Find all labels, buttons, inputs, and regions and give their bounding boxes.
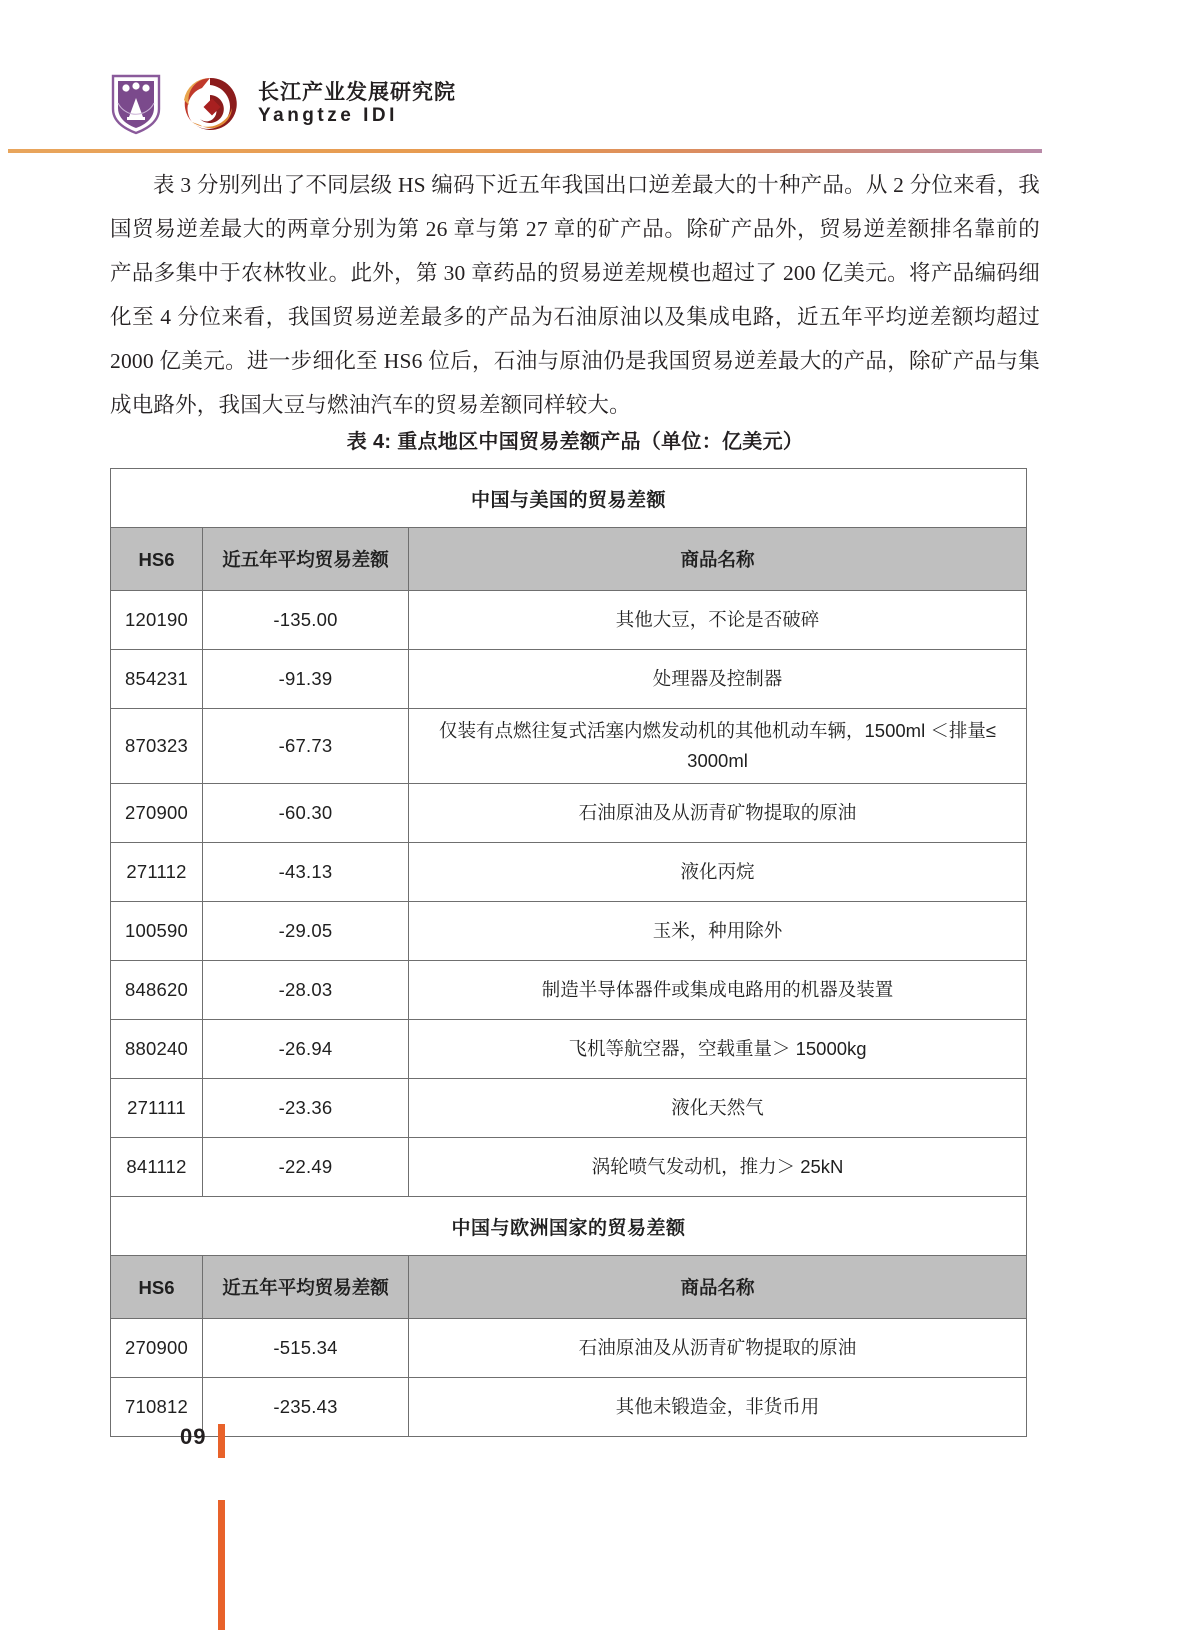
cell-avg: -43.13	[203, 843, 409, 902]
table-row	[111, 1378, 1027, 1437]
column-header-row	[111, 1256, 1027, 1319]
col-header-avg: 近五年平均贸易差额	[203, 1256, 409, 1319]
page-header	[110, 68, 456, 140]
cell-avg: -67.73	[203, 709, 409, 784]
cell-name: 玉米，种用除外	[409, 902, 1027, 961]
table-row	[111, 784, 1027, 843]
footer-accent-bar-lower	[218, 1500, 225, 1630]
column-header-row	[111, 528, 1027, 591]
cell-avg: -91.39	[203, 650, 409, 709]
institute-name-cn: 长江产业发展研究院	[258, 81, 456, 104]
col-header-name: 商品名称	[409, 1256, 1027, 1319]
cell-name: 液化丙烷	[409, 843, 1027, 902]
cell-name: 制造半导体器件或集成电路用的机器及装置	[409, 961, 1027, 1020]
cell-name: 其他未锻造金，非货币用	[409, 1378, 1027, 1437]
table-row	[111, 1079, 1027, 1138]
cell-hs6: 271111	[111, 1079, 203, 1138]
cell-hs6: 880240	[111, 1020, 203, 1079]
col-header-name: 商品名称	[409, 528, 1027, 591]
cell-name: 仅装有点燃往复式活塞内燃发动机的其他机动车辆，1500ml ＜排量≤ 3000ml	[409, 709, 1027, 784]
cell-name: 液化天然气	[409, 1079, 1027, 1138]
trade-deficit-table-wrapper	[110, 468, 1026, 1437]
section-title-europe: 中国与欧洲国家的贸易差额	[111, 1197, 1027, 1256]
institute-name-en: Yangtze IDI	[258, 105, 398, 127]
cell-hs6: 100590	[111, 902, 203, 961]
cell-hs6: 271112	[111, 843, 203, 902]
body-paragraph: 表 3 分别列出了不同层级 HS 编码下近五年我国出口逆差最大的十种产品。从 2 分位来看，我国贸易逆差最大的两章分别为第 26 章与第 27 章的矿产品。除矿产品外，贸易逆差额排名靠前的产品多集中于农林牧业。此外，第 30 章药品的贸易逆差规模也超过了 200 亿美元。将产品编码细化至 4 分位来看，我国贸易逆差最多的产品为石油原油以及集成电路，近五年平均逆差额均超过 2000 亿美元。进一步细化至 HS6 位后，石油与原油仍是我国贸易逆差最大的产品，除矿产品与集成电路外，我国大豆与燃油汽车的贸易差额同样较大。	[110, 173, 1040, 417]
col-header-hs6: HS6	[111, 1256, 203, 1319]
section-title-us: 中国与美国的贸易差额	[111, 469, 1027, 528]
table-row	[111, 1020, 1027, 1079]
cell-avg: -135.00	[203, 591, 409, 650]
table-row	[111, 902, 1027, 961]
cell-avg: -26.94	[203, 1020, 409, 1079]
cell-avg: -23.36	[203, 1079, 409, 1138]
cell-avg: -22.49	[203, 1138, 409, 1197]
cell-avg: -235.43	[203, 1378, 409, 1437]
table-row	[111, 843, 1027, 902]
cell-name: 涡轮喷气发动机，推力＞ 25kN	[409, 1138, 1027, 1197]
university-crest-icon	[110, 73, 162, 135]
table-body	[111, 469, 1027, 1437]
cell-hs6: 854231	[111, 650, 203, 709]
table-row	[111, 1319, 1027, 1378]
col-header-hs6: HS6	[111, 528, 203, 591]
section-title-row	[111, 1197, 1027, 1256]
table-row	[111, 961, 1027, 1020]
cell-avg: -60.30	[203, 784, 409, 843]
footer-accent-bar	[218, 1424, 225, 1458]
cell-hs6: 710812	[111, 1378, 203, 1437]
table-row	[111, 1138, 1027, 1197]
cell-name: 处理器及控制器	[409, 650, 1027, 709]
section-title-row	[111, 469, 1027, 528]
table-caption: 表 4: 重点地区中国贸易差额产品（单位：亿美元）	[346, 431, 804, 453]
cell-hs6: 270900	[111, 784, 203, 843]
table-row	[111, 709, 1027, 784]
cell-hs6: 848620	[111, 961, 203, 1020]
institute-wordmark	[258, 82, 456, 126]
table-row	[111, 650, 1027, 709]
header-divider-rule	[8, 149, 1042, 153]
cell-hs6: 270900	[111, 1319, 203, 1378]
cell-avg: -29.05	[203, 902, 409, 961]
trade-deficit-table	[110, 468, 1027, 1437]
col-header-avg: 近五年平均贸易差额	[203, 528, 409, 591]
cell-name: 其他大豆，不论是否破碎	[409, 591, 1027, 650]
cell-name: 飞机等航空器，空载重量＞ 15000kg	[409, 1020, 1027, 1079]
table-row	[111, 591, 1027, 650]
cell-hs6: 870323	[111, 709, 203, 784]
cell-avg: -28.03	[203, 961, 409, 1020]
cell-hs6: 120190	[111, 591, 203, 650]
cell-name: 石油原油及从沥青矿物提取的原油	[409, 784, 1027, 843]
yangtze-idi-logo-icon	[180, 75, 240, 133]
cell-hs6: 841112	[111, 1138, 203, 1197]
cell-avg: -515.34	[203, 1319, 409, 1378]
cell-name: 石油原油及从沥青矿物提取的原油	[409, 1319, 1027, 1378]
page-left-edge	[0, 0, 8, 1630]
page-number: 09	[180, 1424, 207, 1449]
